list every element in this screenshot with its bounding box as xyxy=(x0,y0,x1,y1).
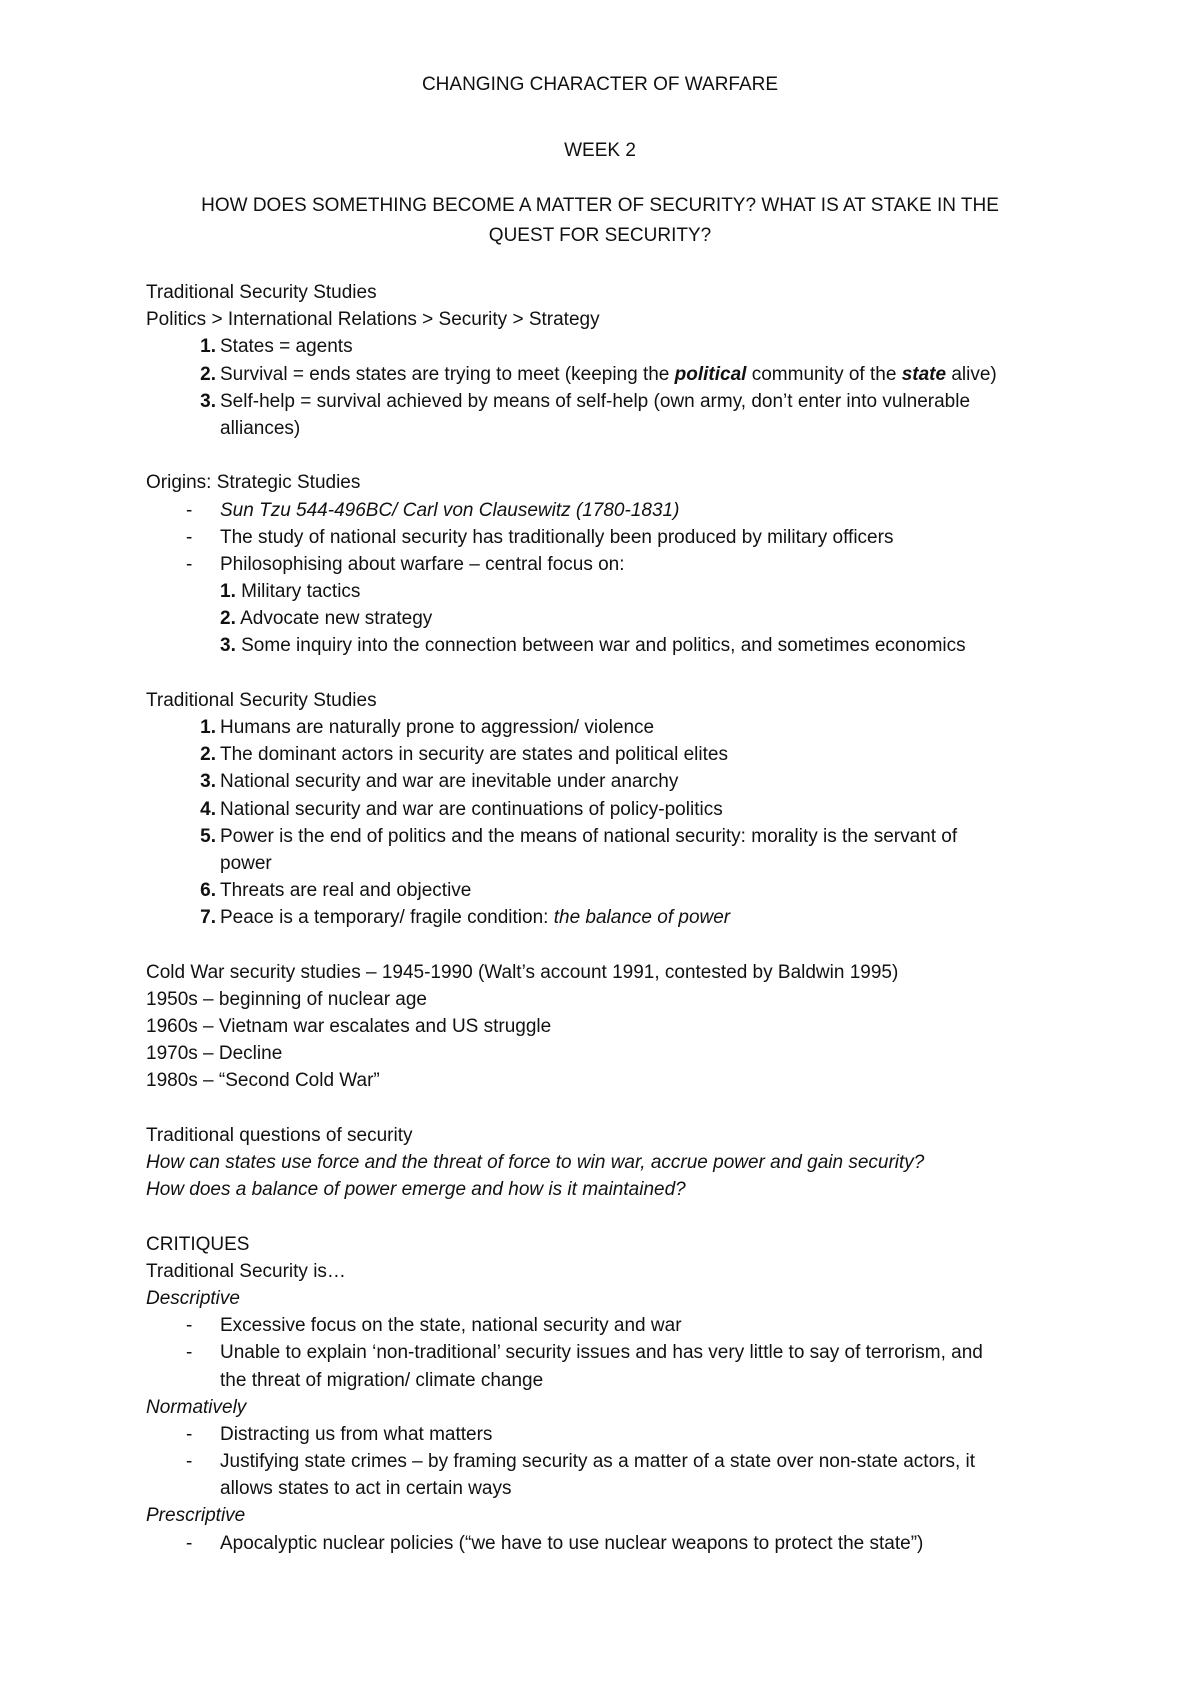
document-header xyxy=(0,70,1200,100)
list-item xyxy=(146,768,1076,795)
coldwar-line: 1960s – Vietnam war escalates and US struggle xyxy=(146,1016,552,1038)
list-number: 3. xyxy=(200,390,216,412)
coldwar-line: 1950s – beginning of nuclear age xyxy=(146,988,428,1010)
list-item xyxy=(146,361,1076,388)
bullet-text: Justifying state crimes – by framing security as a matter of a state over non-state actors, it xyxy=(220,1451,976,1473)
bullet-item xyxy=(146,524,1076,551)
spacer xyxy=(146,1203,1076,1230)
sub-list-number: 1. xyxy=(220,581,236,603)
bullet-text: Distracting us from what matters xyxy=(220,1423,493,1445)
bullet-continuation xyxy=(146,1367,1076,1394)
spacer xyxy=(146,1095,1076,1122)
dash-bullet: - xyxy=(186,1342,193,1364)
dash-bullet: - xyxy=(186,553,193,575)
list-item-text: power xyxy=(220,852,272,874)
lecture-question-line-2: QUEST FOR SECURITY? xyxy=(488,225,712,246)
list-number: 1. xyxy=(200,717,216,738)
dash-bullet: - xyxy=(186,526,193,548)
section-heading: CRITIQUES xyxy=(146,1233,250,1255)
sub-list-item xyxy=(146,632,1076,659)
lecture-question xyxy=(0,191,1200,251)
emphasis-text: the balance of power xyxy=(553,907,731,929)
section-heading: Traditional Security Studies xyxy=(146,282,377,303)
list-item xyxy=(146,796,1076,823)
bullet-text: Apocalyptic nuclear policies (“we have to use nuclear weapons to protect the state”) xyxy=(220,1532,924,1554)
bullet-item xyxy=(146,1530,1076,1557)
bullet-text: Philosophising about warfare – central focus on: xyxy=(220,553,625,575)
sub-list-number: 3. xyxy=(220,635,236,657)
document-title: CHANGING CHARACTER OF WARFARE xyxy=(421,74,779,95)
list-item xyxy=(146,877,1076,904)
list-item xyxy=(146,333,1076,360)
hierarchy-line: Politics > International Relations > Security > Strategy xyxy=(146,309,600,331)
notes-body xyxy=(146,279,1076,1557)
bullet-text: allows states to act in certain ways xyxy=(220,1478,512,1500)
list-number: 4. xyxy=(200,798,216,820)
subheading-normatively: Normatively xyxy=(146,1396,247,1418)
sub-list-number: 2. xyxy=(220,608,236,630)
spacer xyxy=(146,932,1076,959)
bullet-item xyxy=(146,1421,1076,1448)
dash-bullet: - xyxy=(186,1423,193,1445)
list-number: 6. xyxy=(200,880,216,902)
list-item-text: Humans are naturally prone to aggression/ violence xyxy=(220,717,655,738)
question-line: How can states use force and the threat of force to win war, accrue power and gain security? xyxy=(146,1152,925,1173)
list-item-text: The dominant actors in security are states and political elites xyxy=(220,744,728,766)
list-item-text: Peace is a temporary/ fragile condition: xyxy=(220,907,554,929)
list-number: 2. xyxy=(200,744,216,766)
section-heading: Traditional questions of security xyxy=(146,1124,413,1146)
list-item xyxy=(146,714,1076,741)
bullet-text: Sun Tzu 544-496BC/ Carl von Clausewitz (1780-1831) xyxy=(220,499,680,521)
subheading-descriptive: Descriptive xyxy=(146,1287,240,1309)
sub-list-item xyxy=(146,578,1076,605)
spacer xyxy=(146,660,1076,687)
bullet-text: Excessive focus on the state, national security and war xyxy=(220,1315,682,1337)
list-item-text: National security and war are continuations of policy-politics xyxy=(220,798,723,820)
week-label: WEEK 2 xyxy=(564,140,636,161)
coldwar-line: 1970s – Decline xyxy=(146,1043,283,1065)
dash-bullet: - xyxy=(186,499,193,521)
week-label-wrap xyxy=(0,136,1200,166)
bullet-item xyxy=(146,1339,1076,1366)
list-item xyxy=(146,741,1076,768)
emphasis-text: political xyxy=(674,363,747,385)
list-item-text: alive) xyxy=(946,363,997,385)
list-number: 1. xyxy=(200,336,216,358)
sub-list-text: Military tactics xyxy=(235,581,361,603)
list-item-text: alliances) xyxy=(220,417,301,439)
bullet-continuation xyxy=(146,1475,1076,1502)
question-line: How does a balance of power emerge and how is it maintained? xyxy=(146,1179,686,1201)
emphasis-text: state xyxy=(901,363,947,385)
list-item-text: National security and war are inevitable under anarchy xyxy=(220,771,679,793)
dash-bullet: - xyxy=(186,1451,193,1473)
subheading-prescriptive: Prescriptive xyxy=(146,1505,246,1527)
list-item-text: States = agents xyxy=(220,336,353,358)
list-item-text: Survival = ends states are trying to meet (keeping the xyxy=(220,363,675,385)
bullet-text: the threat of migration/ climate change xyxy=(220,1369,544,1391)
coldwar-line: 1980s – “Second Cold War” xyxy=(146,1070,380,1092)
list-number: 3. xyxy=(200,771,216,793)
list-item-text: Threats are real and objective xyxy=(220,880,472,902)
sub-list-text: Advocate new strategy xyxy=(235,608,433,630)
bullet-item xyxy=(146,551,1076,578)
section-heading: Origins: Strategic Studies xyxy=(146,472,361,494)
list-item xyxy=(146,388,1076,415)
list-item xyxy=(146,904,1076,931)
list-number: 2. xyxy=(200,363,216,385)
list-number: 7. xyxy=(200,907,216,929)
spacer xyxy=(146,442,1076,469)
bullet-text: Unable to explain ‘non-traditional’ security issues and has very little to say of terrorism, and xyxy=(220,1342,983,1364)
bullet-item xyxy=(146,1448,1076,1475)
critiques-intro: Traditional Security is… xyxy=(146,1260,346,1282)
dash-bullet: - xyxy=(186,1315,193,1337)
list-item-text: community of the xyxy=(746,363,902,385)
section-heading: Traditional Security Studies xyxy=(146,689,377,711)
bullet-text: The study of national security has traditionally been produced by military officers xyxy=(220,526,894,548)
bullet-item xyxy=(146,1312,1076,1339)
list-item-text: Self-help = survival achieved by means of self-help (own army, don’t enter into vulnerable xyxy=(220,390,971,412)
bullet-item xyxy=(146,497,1076,524)
sub-list-text: Some inquiry into the connection between war and politics, and sometimes economics xyxy=(235,635,966,657)
list-item xyxy=(146,823,1076,850)
list-item-text: Power is the end of politics and the means of national security: morality is the servant of xyxy=(220,825,958,847)
dash-bullet: - xyxy=(186,1532,193,1554)
list-item-continuation xyxy=(146,415,1076,442)
list-number: 5. xyxy=(200,825,216,847)
coldwar-line: Cold War security studies – 1945-1990 (Walt’s account 1991, contested by Baldwin 1995) xyxy=(146,961,899,983)
list-item-continuation xyxy=(146,850,1076,877)
lecture-question-line-1: HOW DOES SOMETHING BECOME A MATTER OF SECURITY? WHAT IS AT STAKE IN THE xyxy=(201,195,999,216)
sub-list-item xyxy=(146,605,1076,632)
